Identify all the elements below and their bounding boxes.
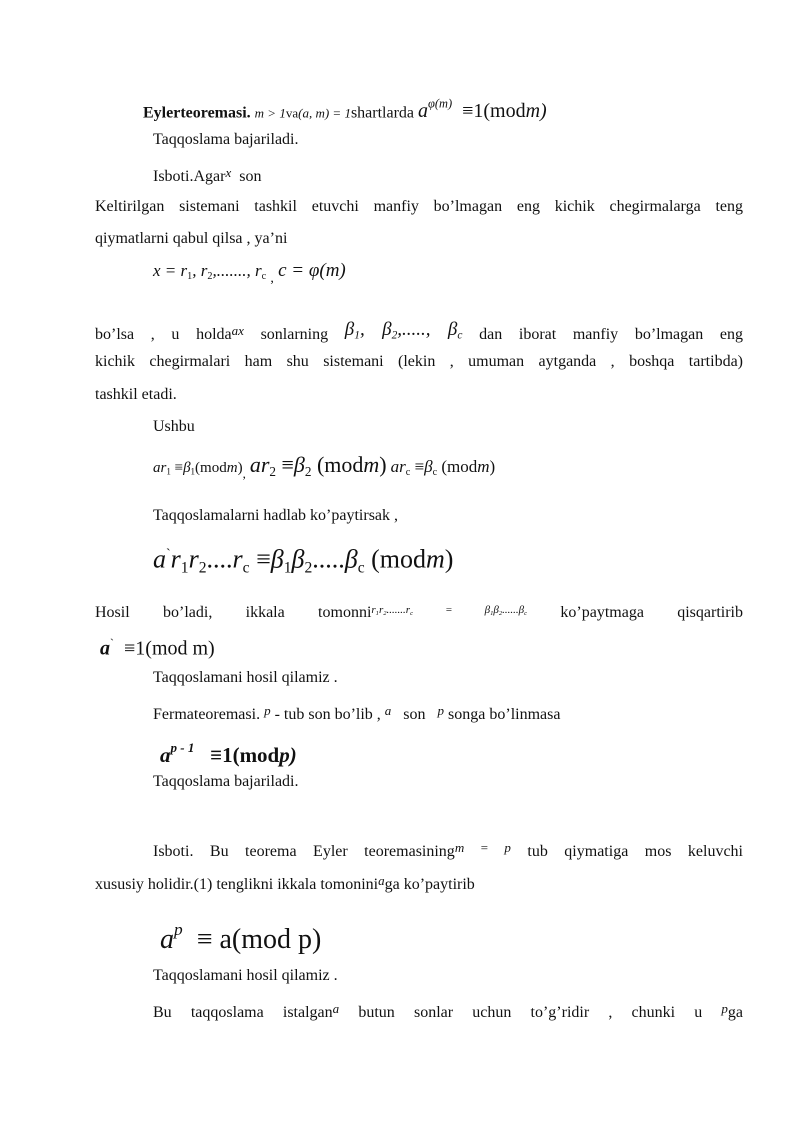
last-text-c: ga — [727, 1004, 744, 1021]
r2-part: , r — [192, 261, 208, 280]
hadlab-line: Taqqoslamalarni hadlab ko’paytirsak , — [153, 507, 399, 524]
last-line — [153, 999, 743, 1023]
ushbu-word: Ushbu — [153, 418, 195, 435]
euler-isboti-line — [153, 163, 261, 187]
para1-line1: Keltirilgan sistemani tashkil etuvchi manfiy bo’lmagan eng kichik chegirmalarga teng — [95, 198, 743, 215]
product-inline: r1r2.......rc = β1β2......βc — [371, 604, 528, 617]
congruence-1: $ar_1$ $\equiv\beta_1(modm)$ — [153, 460, 243, 477]
songa-text: songa bo’linmasa — [448, 706, 561, 723]
fermat-exp: p - 1 — [170, 740, 195, 755]
euler-hosil-qilamiz: Taqqoslamani hosil qilamiz . — [153, 669, 338, 686]
formula-base: a — [418, 100, 429, 123]
dan-iborat-text: dan iborat manfiy bo’lmagan eng — [479, 326, 743, 343]
formula2-exp: p — [174, 920, 183, 939]
var-ax: ax — [231, 323, 244, 338]
condition-m-gt-1: m > 1 — [254, 105, 286, 121]
rc-part: ,......., r — [212, 261, 262, 280]
fermat-bajariladi: Taqqoslama bajariladi. — [153, 773, 299, 790]
sub-1: 1 — [187, 271, 193, 283]
shartlarda-word: shartlarda — [350, 104, 415, 122]
va-word: va — [285, 105, 299, 121]
sonlarning-text: sonlarning — [260, 326, 329, 343]
sub-c: c — [261, 271, 267, 283]
fermat-base: a — [160, 742, 171, 767]
sub-2: 2 — [207, 271, 213, 283]
son-text: son — [403, 706, 426, 723]
last-text-a: Bu taqqoslama istalgan — [153, 1004, 333, 1021]
congruence-c: $ar_c \equiv\beta_c$ (modm) — [390, 457, 496, 479]
var-a: a — [384, 703, 392, 718]
fermat-statement — [153, 701, 560, 725]
a-congruence: a` ≡1(mod m) — [100, 636, 215, 660]
fermat-modulus: p) — [279, 742, 297, 767]
last-text-b: butun sonlar uchun to’g’ridir , chunki u — [358, 1004, 703, 1021]
var-a-2: a — [378, 873, 385, 888]
c-eq-phi: c = φ(m) — [278, 260, 346, 281]
var-x: x — [225, 165, 232, 180]
euler-statement — [143, 94, 547, 123]
formula-exponent: φ(m) — [428, 97, 453, 111]
proof2-text-b: ga ko’paytirib — [384, 876, 475, 893]
proof-text-a: Isboti. Bu teorema Eyler teoremasining — [153, 843, 455, 860]
var-p-2: p — [437, 703, 445, 718]
formula-congruence: ≡1(mod — [462, 100, 526, 123]
a-var: a — [100, 637, 110, 660]
fermat-proof-line2 — [95, 871, 475, 895]
x-eq-r: x = r — [153, 261, 188, 280]
proof-text-b: tub qiymatiga mos keluvchi — [527, 843, 743, 860]
a-cong-rest: ≡1(mod m) — [124, 637, 215, 660]
condition-gcd: (a, m) = 1 — [298, 105, 351, 121]
var-p-3: p — [721, 1001, 728, 1016]
proof2-text-a: xususiy holidir.(1) tenglikni ikkala tomonini — [95, 876, 379, 893]
para2-line1 — [95, 320, 743, 345]
betac: β — [447, 319, 458, 340]
para2-line2: kichik chegirmalari ham shu sistemani (lekin , umuman aytganda , boshqa tartibda) — [95, 353, 743, 370]
formula2-base: a — [160, 924, 174, 956]
congruence-list: $ar_1$ $\equiv\beta_1(modm)_,$ $ar_2 \equiv\beta_2$ (modm) $ar_c \equiv\beta_c$ (modm) — [153, 452, 496, 481]
fermat-congruence: ≡1(mod — [210, 742, 280, 767]
para2-line3: tashkil etadi. — [95, 386, 177, 403]
isboti-prefix: Isboti.Agar — [153, 168, 226, 185]
euler-heading: Eylerteoremasi. — [143, 104, 251, 122]
hosil-line — [95, 600, 743, 624]
fermat-proof-line1 — [153, 838, 743, 862]
euler-formula — [418, 97, 547, 123]
bolsa-text: bo’lsa , u holda — [95, 326, 232, 343]
para1-line2: qiymatlarni qabul qilsa , ya’ni — [95, 230, 288, 247]
fermat-formula-2 — [160, 914, 321, 956]
beta1: β — [344, 319, 355, 340]
beta-list: $\beta_1$, $\beta_2$,....., $\beta_c$ — [344, 319, 463, 342]
formula2-rest: ≡ a(mod p) — [196, 924, 322, 956]
var-p: p — [264, 703, 271, 718]
fermat-heading: Fermateoremasi. — [153, 706, 261, 723]
kopaytmaga-text: ko’paytmaga qisqartirib — [560, 604, 744, 621]
fermat-hosil-qilamiz: Taqqoslamani hosil qilamiz . — [153, 967, 338, 984]
product-congruence: $a^`r_1r_2....r_c \equiv\beta_1\beta_2.....\beta_c$ (modm) — [153, 544, 454, 577]
residue-system-formula — [153, 261, 346, 289]
euler-bajariladi: Taqqoslama bajariladi. — [153, 131, 299, 148]
son-word: son — [239, 168, 262, 185]
fermat-formula — [160, 736, 297, 767]
congruence-2: $ar_2 \equiv\beta_2$ (modm) — [249, 452, 387, 479]
var-a-3: a — [332, 1001, 340, 1016]
hosil-text: Hosil bo’ladi, ikkala tomonni — [95, 604, 372, 621]
formula-modulus: m) — [525, 100, 547, 123]
tub-son-text: - tub son bo’lib , — [274, 706, 381, 723]
comma: , — [270, 271, 274, 286]
m-eq-p: m = p — [454, 840, 511, 855]
beta2: β — [382, 319, 392, 340]
